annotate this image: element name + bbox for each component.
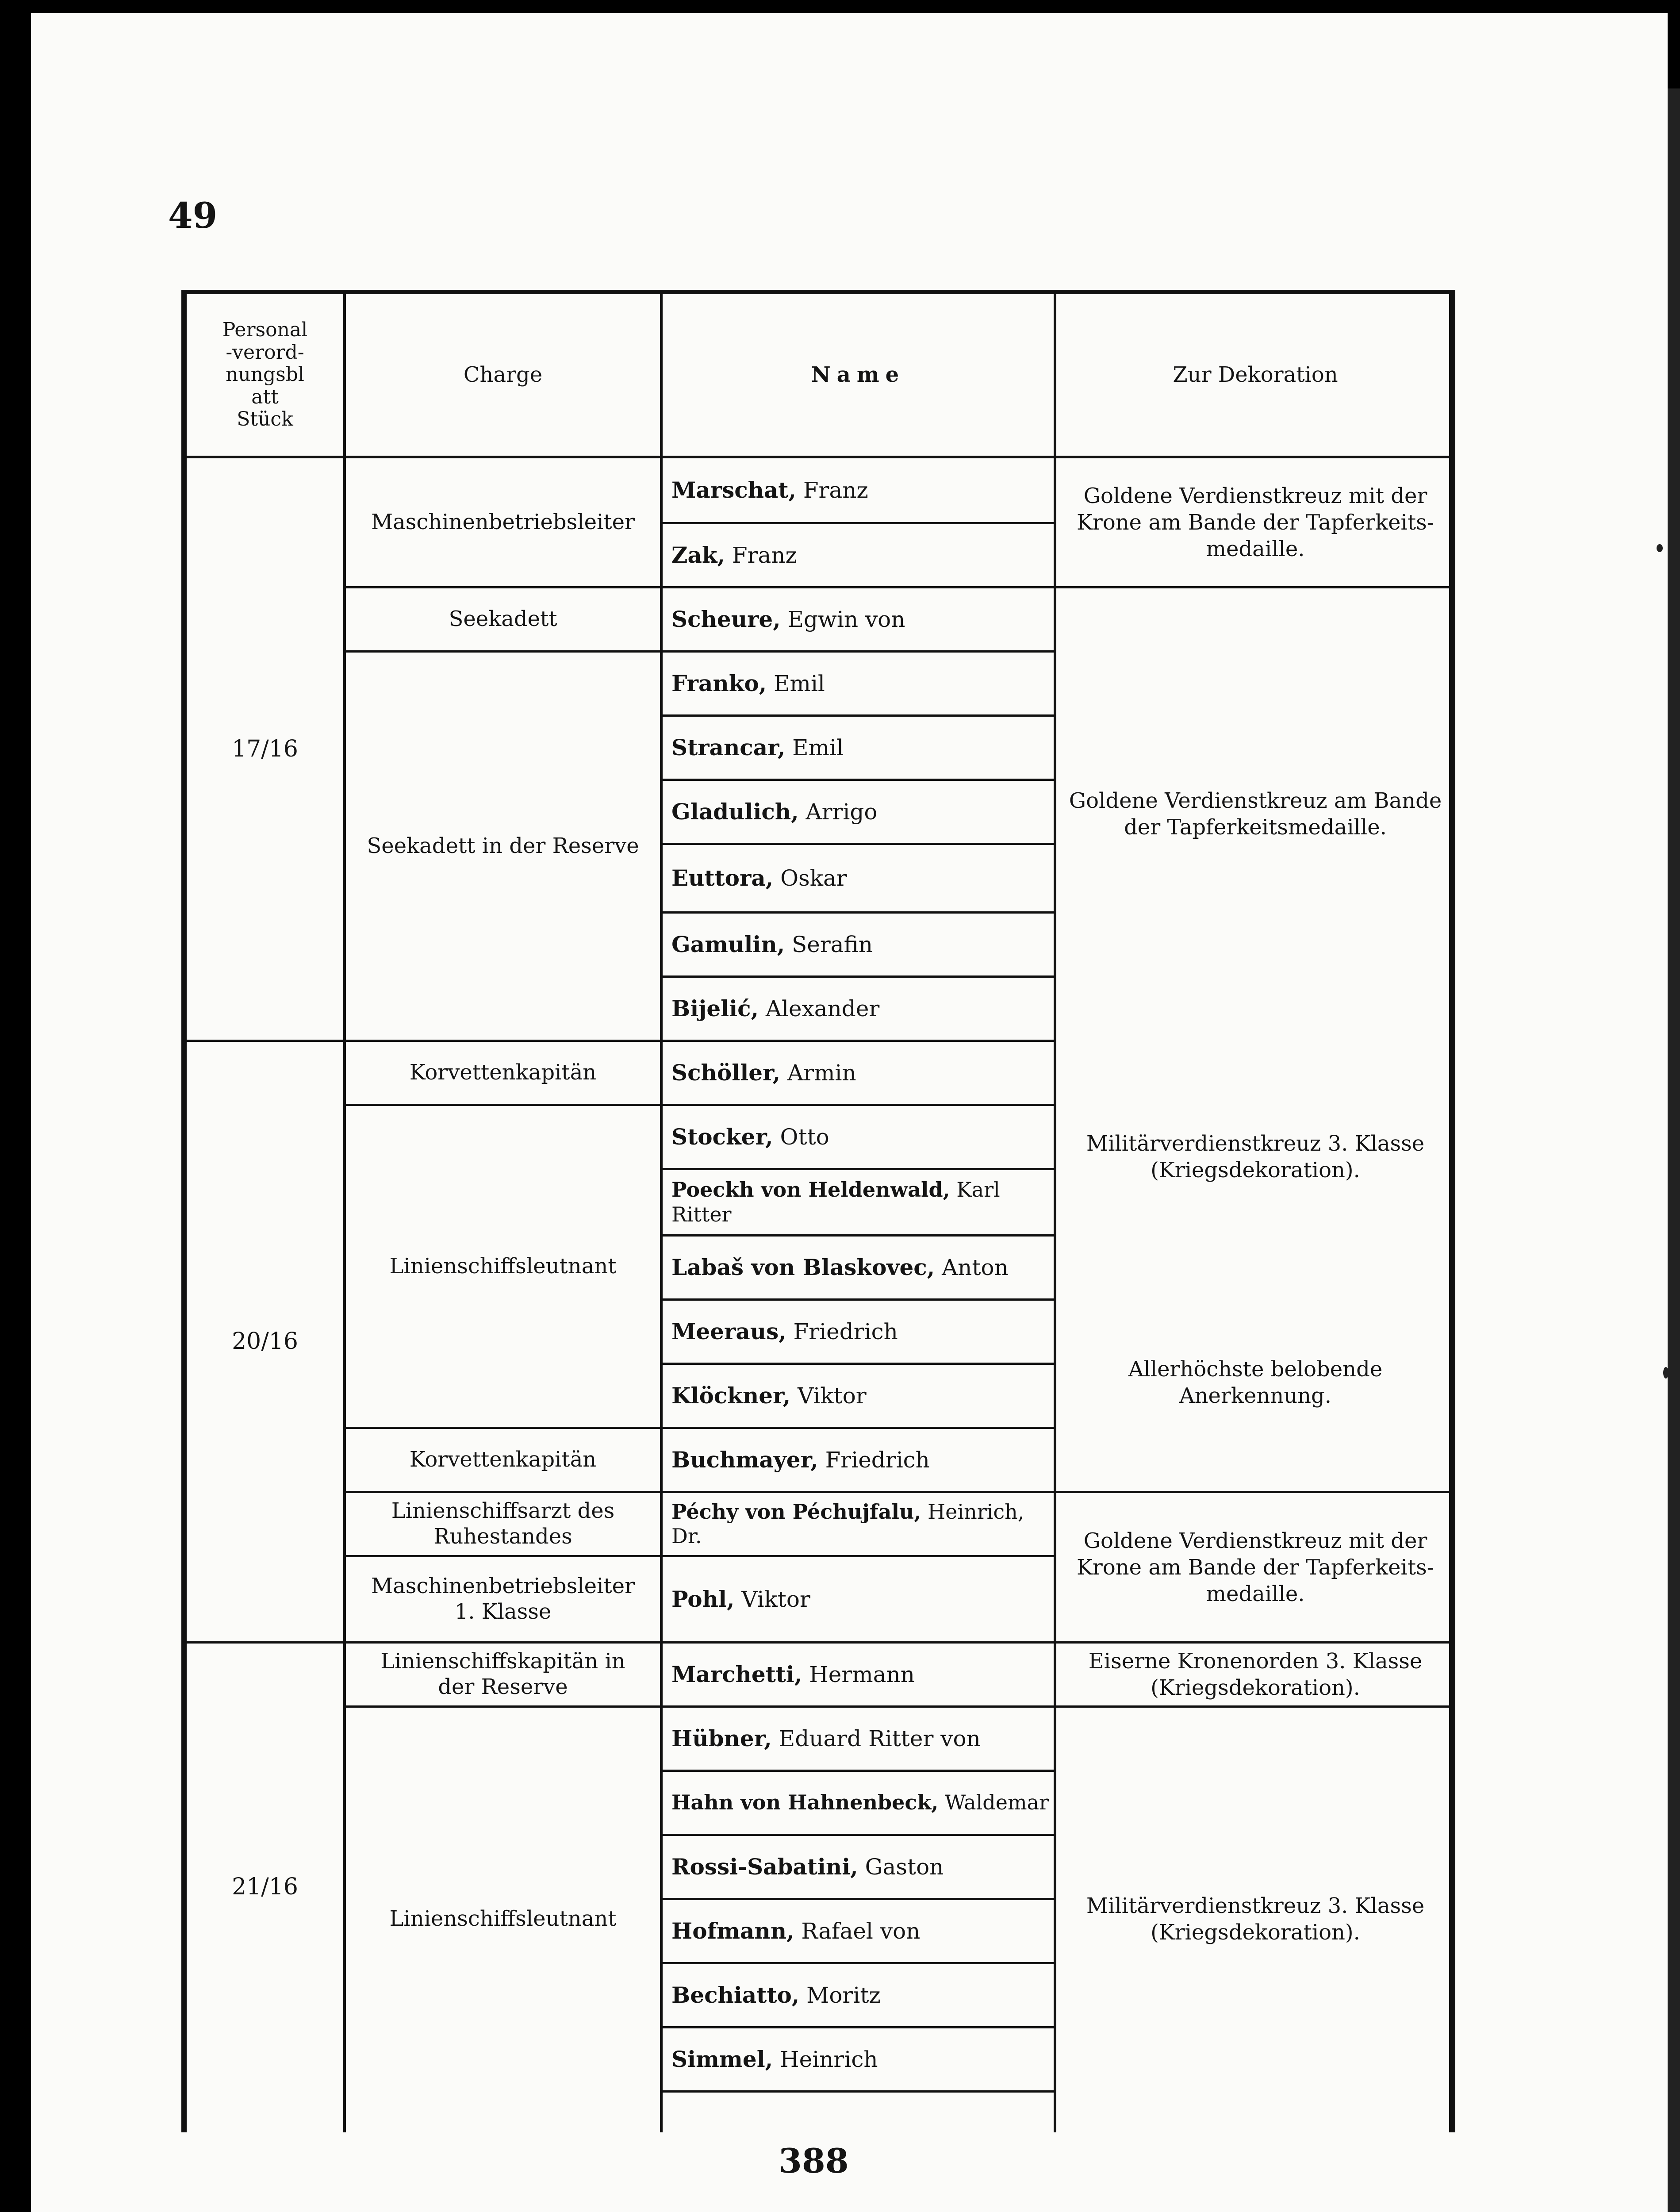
name-entry: Stocker, Otto (671, 1124, 829, 1150)
name-entry: Klöckner, Viktor (671, 1382, 867, 1409)
stueck-17-16: 17/16 (232, 735, 298, 762)
page-number-bottom: 388 (779, 2141, 849, 2181)
name-entry: Hübner, Eduard Ritter von (671, 1725, 981, 1751)
charge-cell: Linienschiffsleutnant (389, 1253, 617, 1279)
scan-speck (1657, 544, 1663, 552)
charge-cell: Seekadett (449, 607, 557, 632)
header-dekoration: Zur Dekoration (1173, 362, 1338, 387)
charge-cell: Linienschiffskapitän in der Reserve (380, 1649, 625, 1699)
name-entry: Péchy von Péchujfalu, Heinrich, Dr. (671, 1499, 1024, 1548)
name-entry: Scheure, Egwin von (671, 606, 905, 632)
decoration-cell: Militärverdienstkreuz 3. Klasse (Kriegsdekoration). (1086, 1131, 1425, 1183)
name-entry: Buchmayer, Friedrich (671, 1447, 930, 1473)
decoration-cell: Militärverdienstkreuz 3. Klasse (Kriegsdekoration). (1086, 1893, 1425, 1945)
name-entry: Bijelić, Alexander (671, 995, 880, 1022)
charge-cell: Maschinenbetriebsleiter 1. Klasse (371, 1574, 635, 1624)
page-edge-shadow (1668, 88, 1680, 2212)
name-entry: Schöller, Armin (671, 1060, 856, 1086)
header-stueck: Personal-verord-nungsblatt Stück (222, 319, 308, 431)
name-entry: Labaš von Blaskovec, Anton (671, 1254, 1009, 1280)
name-entry: Franko, Emil (671, 670, 825, 696)
charge-cell: Maschinenbetriebsleiter (371, 509, 635, 534)
name-entry: Marschat, Franz (671, 477, 868, 503)
name-entry: Simmel, Heinrich (671, 2046, 878, 2072)
charge-cell: Seekadett in der Reserve (367, 833, 639, 858)
charge-cell: Linienschiffsarzt des Ruhestandes (391, 1498, 615, 1549)
charge-cell: Linienschiffsleutnant (389, 1906, 617, 1931)
header-name: Name (811, 362, 905, 387)
header-charge: Charge (463, 362, 543, 387)
name-entry: Euttora, Oskar (671, 865, 847, 891)
charge-cell: Korvettenkapitän (409, 1447, 597, 1472)
name-entry: Gamulin, Serafin (671, 931, 873, 957)
name-entry: Poeckh von Heldenwald, Karl Ritter (671, 1178, 1000, 1226)
decoration-cell: Allerhöchste belobende Anerkennung. (1128, 1357, 1383, 1408)
column-divider (1054, 294, 1056, 2132)
decoration-table (181, 290, 1455, 2132)
name-entry: Pohl, Viktor (671, 1586, 810, 1612)
name-entry: Bechiatto, Moritz (671, 1982, 881, 2008)
name-entry: Marchetti, Hermann (671, 1661, 915, 1687)
name-rule (663, 2090, 1054, 2093)
scan-speck (1663, 1367, 1668, 1379)
charge-cell: Korvettenkapitän (409, 1060, 597, 1085)
stueck-21-16: 21/16 (232, 1873, 298, 1900)
decoration-cell: Goldene Verdienstkreuz mit der Krone am Bande der Tapferkeits-medaille. (1077, 483, 1434, 561)
stueck-20-16: 20/16 (232, 1328, 298, 1355)
decoration-cell: Goldene Verdienstkreuz mit der Krone am Bande der Tapferkeits-medaille. (1077, 1528, 1434, 1606)
name-entry: Hahn von Hahnenbeck, Waldemar (671, 1790, 1049, 1815)
name-entry: Zak, Franz (671, 542, 797, 568)
name-entry: Rossi-Sabatini, Gaston (671, 1854, 944, 1880)
name-entry: Strancar, Emil (671, 734, 844, 760)
name-entry: Gladulich, Arrigo (671, 799, 878, 825)
decoration-cell: Eiserne Kronenorden 3. Klasse (Kriegsdekoration). (1088, 1649, 1423, 1700)
name-entry: Hofmann, Rafael von (671, 1918, 921, 1944)
decoration-cell: Goldene Verdienstkreuz am Bande der Tapferkeitsmedaille. (1069, 788, 1442, 840)
page-number-top: 49 (168, 195, 218, 236)
name-entry: Meeraus, Friedrich (671, 1318, 898, 1344)
